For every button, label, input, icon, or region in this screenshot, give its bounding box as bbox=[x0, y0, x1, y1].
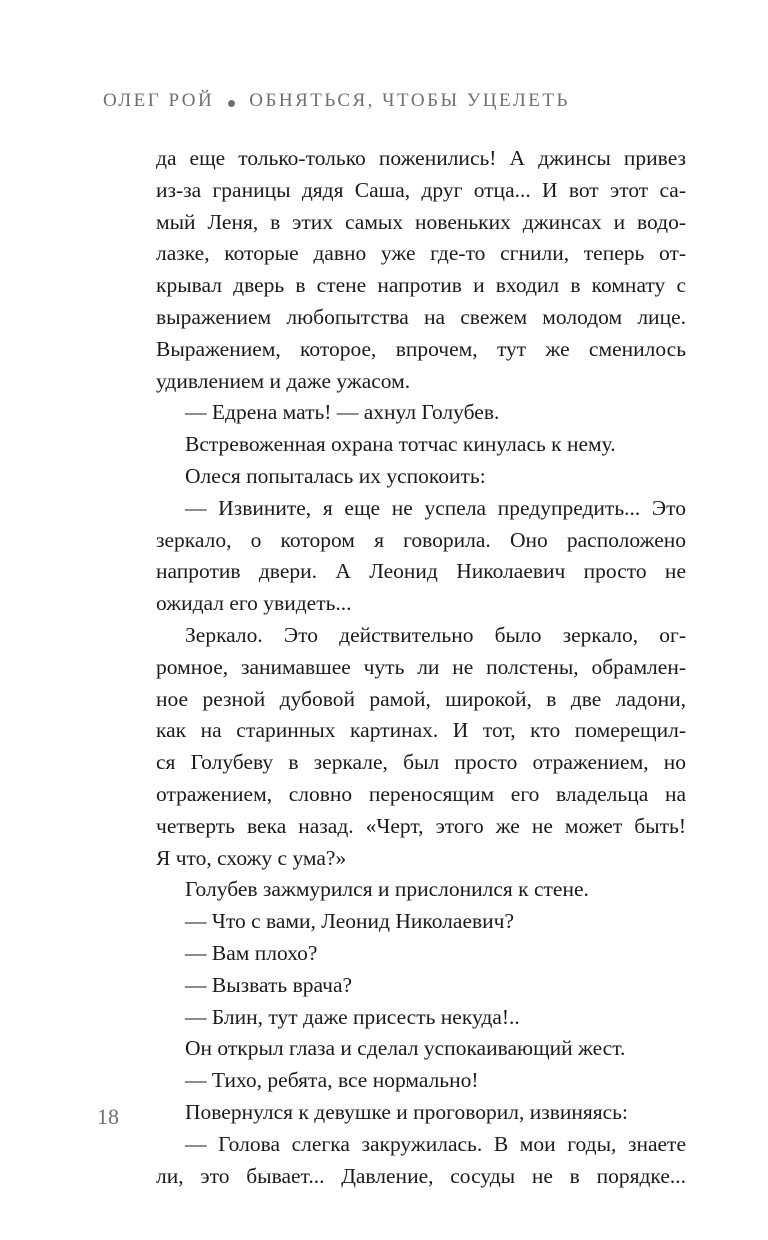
text-line: — Что с вами, Леонид Николаевич? bbox=[185, 909, 515, 934]
text-line: как на старинных картинах. И тот, кто померещил- bbox=[156, 718, 686, 743]
text-line: Выражением, которое, впрочем, тут же сменилось bbox=[156, 336, 686, 361]
running-head-author: ОЛЕГ РОЙ bbox=[103, 90, 215, 111]
text-line: Он открыл глаза и сделал успокаивающий жест. bbox=[185, 1036, 626, 1061]
text-line: да еще только-только поженились! А джинсы привез bbox=[156, 146, 686, 170]
text-line: Олеся попыталась их успокоить: bbox=[185, 463, 486, 488]
text-line: — Голова слегка закружилась. В мои годы, знаете bbox=[185, 1131, 686, 1156]
text-line: крывал дверь в стене напротив и входил в комнату с bbox=[156, 273, 686, 298]
text-line: Встревоженная охрана тотчас кинулась к нему. bbox=[185, 432, 616, 457]
running-head bbox=[103, 90, 570, 112]
text-line: лазке, которые давно уже где-то сгнили, теперь от- bbox=[156, 241, 686, 266]
bullet-separator-icon bbox=[228, 100, 235, 107]
text-line: напротив двери. А Леонид Николаевич просто не bbox=[156, 559, 686, 584]
text-line: Голубев зажмурился и прислонился к стене. bbox=[185, 877, 589, 902]
text-line: Зеркало. Это действительно было зеркало, ог- bbox=[185, 622, 686, 647]
text-line: ли, это бывает... Давление, сосуды не в порядке... bbox=[156, 1163, 686, 1188]
body-text bbox=[156, 143, 686, 1192]
text-line: четверть века назад. «Черт, этого же не может быть! bbox=[156, 813, 686, 838]
text-line: — Тихо, ребята, все нормально! bbox=[185, 1068, 479, 1093]
text-line: отражением, словно переносящим его владельца на bbox=[156, 781, 686, 806]
text-line: — Блин, тут даже присесть некуда!.. bbox=[185, 1004, 520, 1029]
text-line: из-за границы дядя Саша, друг отца... И вот этот са- bbox=[156, 177, 686, 202]
running-head-title: ОБНЯТЬСЯ, ЧТОБЫ УЦЕЛЕТЬ bbox=[249, 90, 570, 111]
text-line: выражением любопытства на свежем молодом лице. bbox=[156, 304, 686, 329]
text-line: ное резной дубовой рамой, широкой, в две ладони, bbox=[156, 686, 686, 711]
text-line: ся Голубеву в зеркале, был просто отражением, но bbox=[156, 750, 686, 775]
text-line: удивлением и даже ужасом. bbox=[156, 368, 411, 393]
text-line: Я что, схожу с ума?» bbox=[156, 845, 347, 870]
text-line: — Едрена мать! — ахнул Голубев. bbox=[185, 400, 500, 425]
text-line: — Вызвать врача? bbox=[185, 972, 353, 997]
text-line: — Вам плохо? bbox=[185, 940, 318, 965]
text-line: мый Леня, в этих самых новеньких джинсах и водо- bbox=[156, 209, 686, 234]
page-number: 18 bbox=[97, 1104, 119, 1129]
text-line: ожидал его увидеть... bbox=[156, 591, 352, 616]
text-line: — Извините, я еще не успела предупредить... Это bbox=[185, 495, 686, 520]
text-line: ромное, занимавшее чуть ли не полстены, обрамлен- bbox=[156, 654, 686, 679]
text-line: зеркало, о котором я говорила. Оно расположено bbox=[156, 527, 686, 552]
text-line: Повернулся к девушке и проговорил, извиняясь: bbox=[185, 1099, 628, 1124]
